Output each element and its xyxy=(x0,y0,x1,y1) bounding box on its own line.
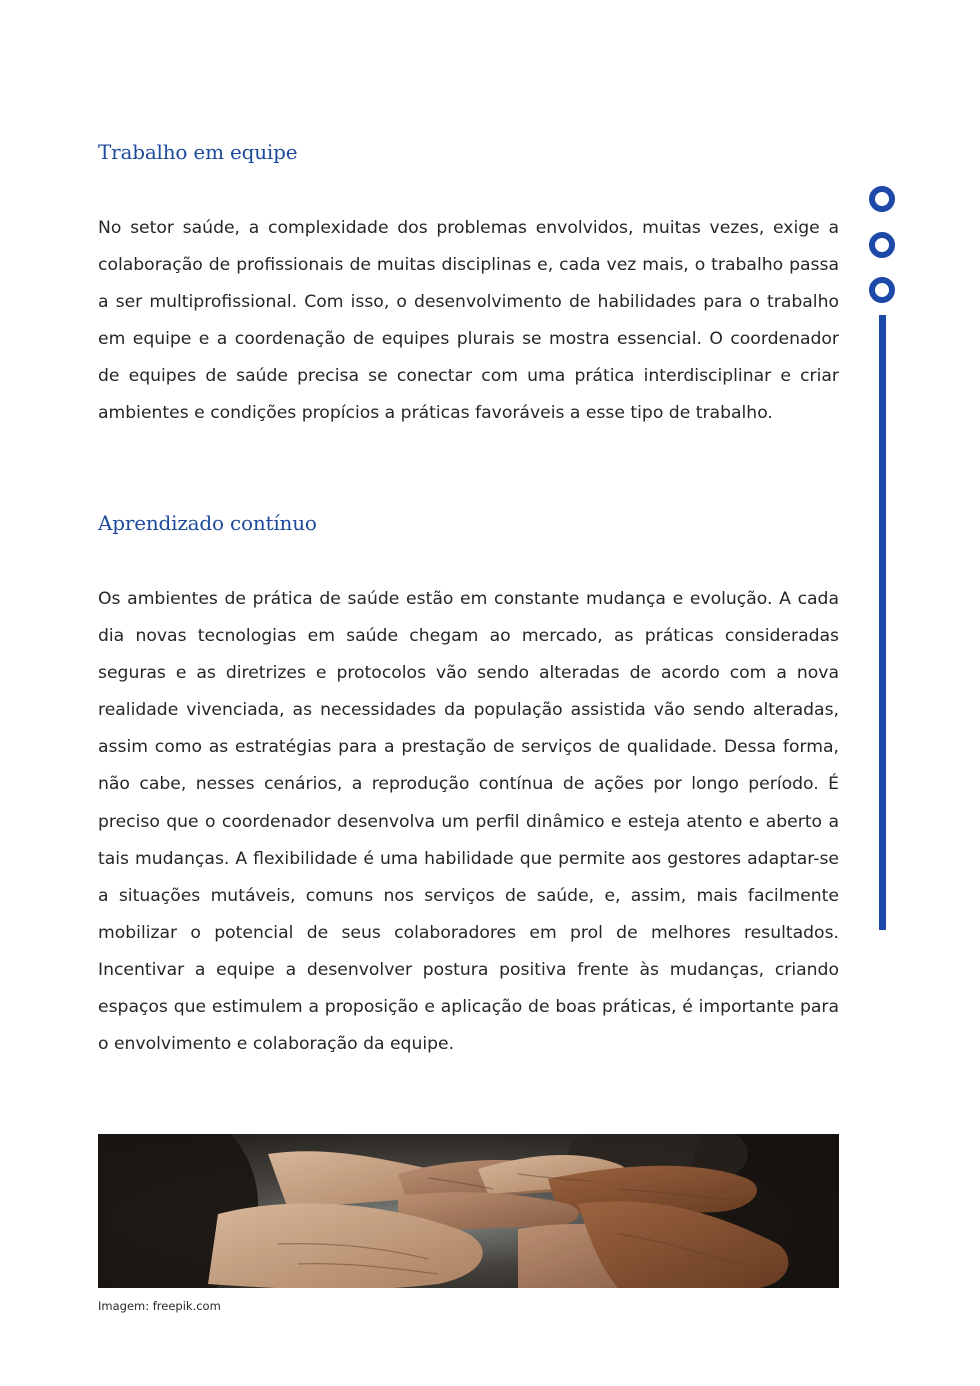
decorative-vertical-line xyxy=(879,315,886,930)
section-heading-aprendizado-continuo: Aprendizado contínuo xyxy=(98,511,317,535)
decorative-circle-1 xyxy=(869,186,895,212)
decorative-circle-2 xyxy=(869,232,895,258)
decorative-circle-3 xyxy=(869,277,895,303)
image-caption: Imagem: freepik.com xyxy=(98,1299,221,1313)
section-heading-trabalho-em-equipe: Trabalho em equipe xyxy=(98,140,298,164)
stacked-hands-photo xyxy=(98,1134,839,1288)
section-body-trabalho-em-equipe: No setor saúde, a complexidade dos problemas envolvidos, muitas vezes, exige a colaboração de profissionais de muitas disciplinas e, cada vez mais, o trabalho passa a ser multiprofissional. Com isso, o desenvolvimento de habilidades para o trabalho em equipe e a coordenação de equipes plurais se mostra essencial. O coordenador de equipes de saúde precisa se conectar com uma prática interdisciplinar e criar ambientes e condições propícios a práticas favoráveis a esse tipo de trabalho. xyxy=(98,218,839,424)
section-body-aprendizado-continuo: Os ambientes de prática de saúde estão em constante mudança e evolução. A cada dia novas tecnologias em saúde chegam ao mercado, as práticas consideradas seguras e as diretrizes e protocolos vão sendo alteradas de acordo com a nova realidade vivenciada, as necessidades da população assistida vão sendo alteradas, assim como as estratégias para a prestação de serviços de qualidade. Dessa forma, não cabe, nesses cenários, a reprodução contínua de ações por longo período. É preciso que o coordenador desenvolva um perfil dinâmico e esteja atento e aberto a tais mudanças. A flexibilidade é uma habilidade que permite aos gestores adaptar-se a situações mutáveis, comuns nos serviços de saúde, e, assim, mais facilmente mobilizar o potencial de seus colaboradores em prol de melhores resultados. Incentivar a equipe a desenvolver postura positiva frente às mudanças, criando espaços que estimulem a proposição e aplicação de boas práticas, é importante para o envolvimento e colaboração da equipe. xyxy=(98,589,839,1055)
